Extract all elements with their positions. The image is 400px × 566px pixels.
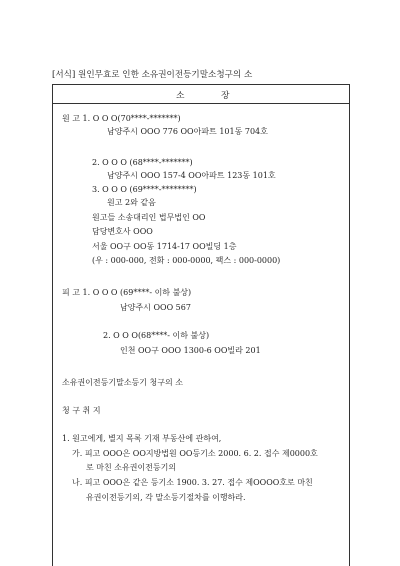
claim-item-1-ga: 가. 피고 OOO은 OO지방법원 OO등기소 2000. 6. 2. 접수 제0000호 [72,449,318,458]
claim-item-1-na-cont: 유권이전등기의, 각 말소등기절차를 이행하라. [86,493,246,502]
defendant-1-line: 피 고 1. O O O (69****- 이하 불상) [62,288,192,297]
plaintiff-1-line: 원 고 1. O O O(70****-*******) [62,114,181,123]
claim-item-1-na: 나. 피고 OOO은 같은 등기소 1900. 3. 27. 접수 제OOOO호로 마친 [72,478,313,487]
plaintiff-2-address: 남양주시 OOO 157-4 OO아파트 123동 101호 [107,171,276,180]
complaint-document [52,84,350,566]
attorney-contact: (우 : 000-000, 전화 : 000-0000, 팩스 : 000-0000) [92,256,281,265]
plaintiff-3-address: 원고 2와 같음 [107,198,156,207]
attorney-address: 서울 OO구 OO동 1714-17 OO빌딩 1층 [92,242,237,251]
plaintiff-2-line: 2. O O O (68****-*******) [92,158,193,167]
plaintiff-3-line: 3. O O O (69****-********) [92,185,197,194]
title-row [53,85,349,104]
claim-item-1: 1. 원고에게, 별지 목록 기재 부동산에 관하여, [62,434,222,443]
title-char-jang: 장 [221,91,230,101]
defendant-2-line: 2. O O O(68****- 이하 불상) [103,331,210,340]
defendant-2-address: 인천 OO구 OOO 1300-6 OO빌라 201 [120,346,261,355]
defendant-1-address: 남양주시 OOO 567 [120,303,191,312]
claim-heading: 청 구 취 지 [62,406,101,415]
case-title: 소유권이전등기말소등기 청구의 소 [62,378,184,387]
claim-item-1-ga-cont: 로 마친 소유권이전등기의 [86,463,177,472]
plaintiff-1-address: 남양주시 OOO 776 OO아파트 101동 704호 [107,127,268,136]
attorney-firm: 원고들 소송대리인 법무법인 OO [92,213,206,222]
attorney-name: 담당변호사 OOO [92,227,153,236]
title-char-so: 소 [176,91,185,101]
form-caption: [서식] 원인무효로 인한 소유권이전등기말소청구의 소 [52,70,253,80]
